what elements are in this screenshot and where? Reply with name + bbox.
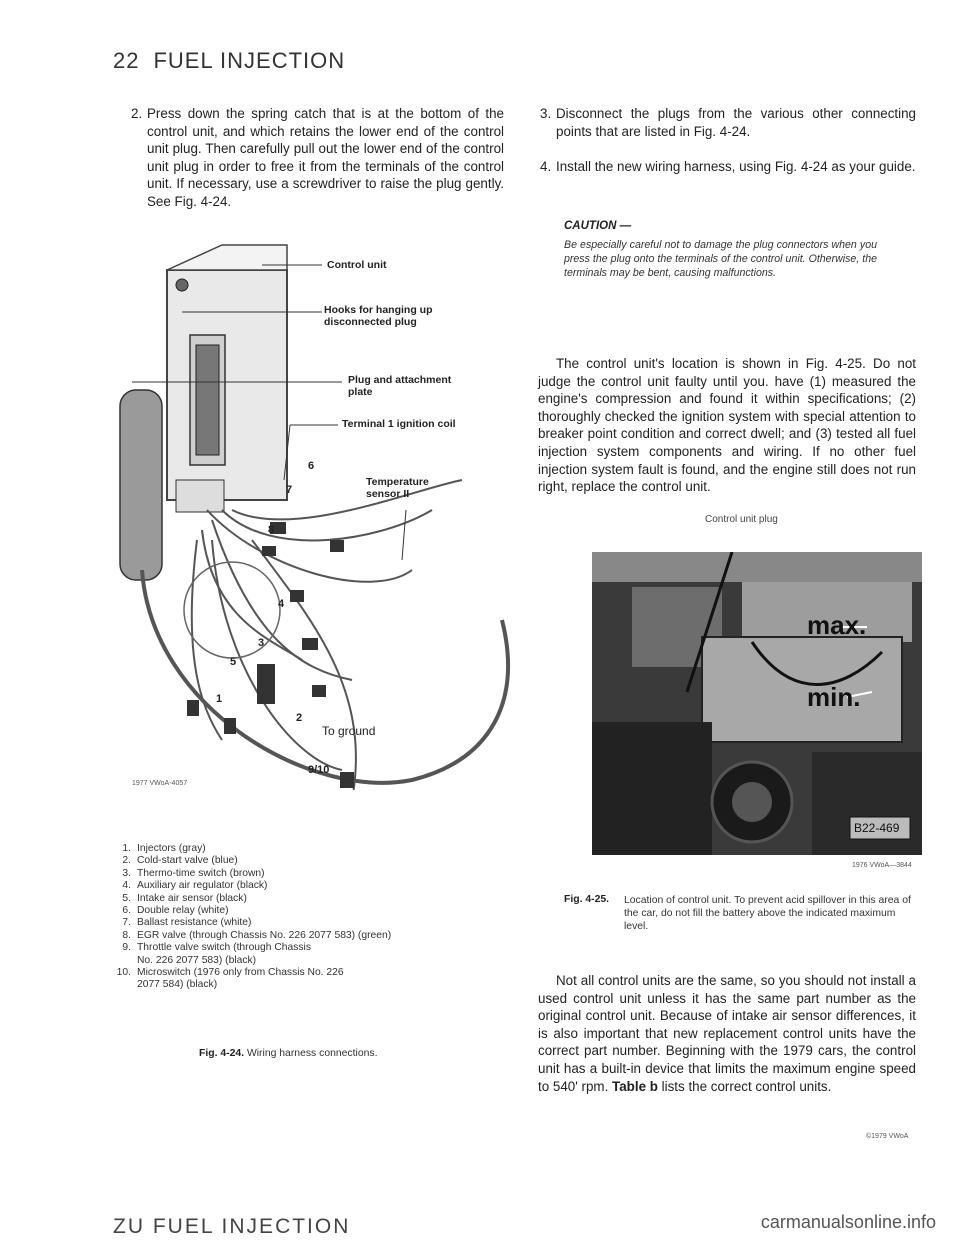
fig-4-24-caption [199,1048,377,1059]
engine-bay-photo [592,552,922,855]
fig-4-25-caption [564,894,924,933]
caption-text: Wiring harness connections. [246,1048,378,1059]
callout-6: 6 [308,460,315,472]
photo-label: Control unit plug [705,514,778,525]
legend-number: 6. [122,905,131,917]
table-ref: Table b [612,1078,658,1094]
legend-item [113,942,327,967]
wiring-harness-figure [112,240,522,790]
photo-tag: B22-469 [854,821,900,835]
legend-number: 3. [122,867,131,879]
page-number: 22 [113,48,140,73]
engine-bay-image [592,552,922,855]
legend-text: Injectors (gray) [137,843,206,854]
label-temperature-sensor: Temperature sensor II [366,476,429,500]
legend-number: 1. [122,843,131,854]
legend-number: 10. [116,967,131,979]
legend-item [113,855,513,867]
page-header [113,48,345,74]
site-watermark: carmanualsonline.info [760,1212,936,1232]
copyright-1979: ©1979 VWoA [866,1133,909,1140]
legend-text: Auxiliary air regulator (black) [137,880,268,892]
label-terminal-1: Terminal 1 ignition coil [342,418,456,430]
legend-item [113,930,513,942]
legend-number: 5. [122,892,131,904]
step-3 [540,105,916,140]
caption-label: Fig. 4-24. [199,1048,245,1059]
callout-5: 5 [230,656,237,668]
legend-number: 4. [122,880,131,892]
step-text: Press down the spring catch that is at the bottom of the control unit, and which retains the lower end of the control unit plug. Then carefully pull out the lower end of the control unit plug in order to free it from the terminals of the control unit. If necessary, use a screwdriver to raise the plug gently. See Fig. 4-24. [147,106,504,209]
label-plug-plate: Plug and attachment plate [348,374,452,398]
legend-text: Throttle valve switch (through Chassis No. 226 2077 583) (black) [137,942,311,966]
step-number: 2. [131,106,143,121]
step-number: 4. [540,159,552,174]
legend-text: Ballast resistance (white) [137,917,252,929]
section-title: FUEL INJECTION [153,48,346,73]
figure-legend [113,843,513,992]
legend-item [113,905,513,917]
paragraph-control-unit-location: The control unit's location is shown in Fig. 4-25. Do not judge the control unit faulty until you. have (1) measured the engine's compression and found it within specifications; (2) thoroughly checked the ignition system with special attention to breaker point condition and correct dwell; and (3) tested all fuel injection system components and wiring. If no other fuel injection system fault is found, and the engine still does not run right, replace the control unit. [538,356,916,495]
callout-7: 7 [286,484,293,496]
footer-ghost-title: ZU FUEL INJECTION [113,1215,351,1238]
callout-2: 2 [296,712,303,724]
caution-body: Be especially careful not to damage the plug connectors when you press the plug onto the terminals of the control unit. Otherwise, the terminals may be bent, causing malfunctions. [564,239,877,280]
legend-number: 9. [122,942,131,954]
legend-text: EGR valve (through Chassis No. 226 2077 583) (green) [137,929,392,941]
step-text: Install the new wiring harness, using Fig. 4-24 as your guide. [556,159,916,174]
caution-title: CAUTION — [564,220,632,232]
callout-9-10: 9/10 [308,764,330,776]
label-hooks: Hooks for hanging up disconnected plug [324,304,433,328]
legend-item [113,917,513,929]
legend-text: Intake air sensor (black) [137,892,247,904]
callout-3: 3 [258,637,265,649]
legend-number: 2. [122,855,131,867]
legend-item [113,893,513,905]
label-to-ground: To ground [322,724,376,738]
legend-number: 7. [122,917,131,929]
callout-4: 4 [278,598,285,610]
figure-credit: 1977 VWoA-4057 [132,780,188,787]
paragraph-control-unit-types [538,972,916,1095]
max-mark: max. [807,610,867,640]
min-mark: min. [807,682,861,712]
step-number: 3. [540,106,552,121]
label-control-unit: Control unit [327,259,387,271]
legend-text: Double relay (white) [137,905,229,917]
step-text: Disconnect the plugs from the various other connecting points that are listed in Fig. 4-24. [556,106,916,139]
legend-text: Microswitch (1976 only from Chassis No. 226 2077 584) (black) [137,967,344,991]
callout-1: 1 [216,693,223,705]
legend-item [113,868,513,880]
para2-text: Not all control units are the same, so you should not install a used control unit unless it has the same part number as the original control unit. Because of intake air sensor differences, it is also important that new replacement control units have the correct part number. Beginning with the 1979 cars, the control unit has a built-in device that limits the maximum engine speed to 540' rpm. [538,973,916,1094]
callout-8: 8 [268,524,275,536]
legend-item [113,843,513,855]
caption-text: Location of control unit. To prevent acid spillover in this area of the car, do not fill the battery above the indicated maximum level. [624,895,911,932]
photo-credit: 1976 VWoA—3844 [852,862,912,869]
legend-item [113,967,357,992]
para2-end: lists the correct control units. [661,1078,832,1094]
legend-item [113,880,513,892]
step-2 [131,105,504,211]
legend-text: Thermo-time switch (brown) [137,867,265,879]
legend-text: Cold-start valve (blue) [137,855,238,867]
legend-number: 8. [122,929,131,941]
step-4 [540,158,916,176]
caption-label: Fig. 4-25. [564,894,610,905]
